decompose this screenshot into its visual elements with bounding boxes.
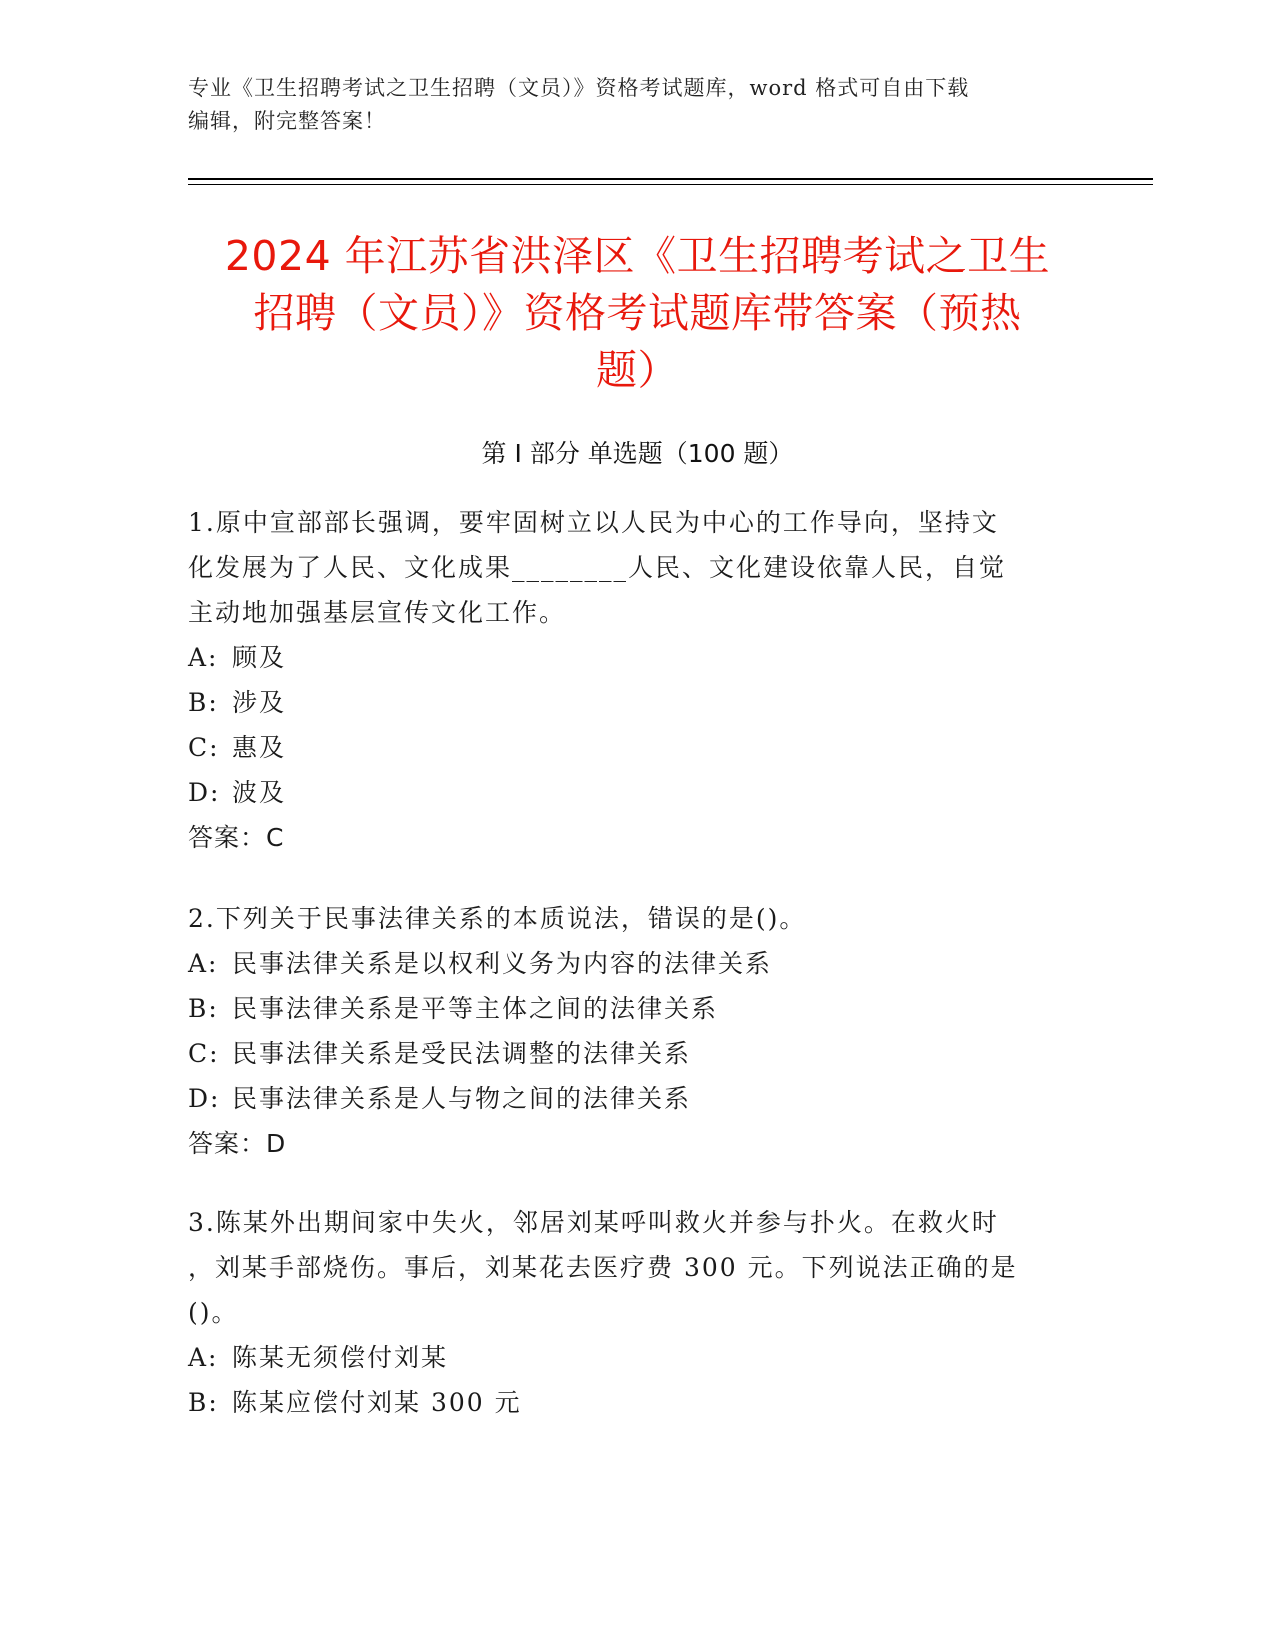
option-text: 陈某应偿付刘某 300 元 bbox=[232, 1388, 522, 1417]
option-text: 涉及 bbox=[232, 688, 287, 717]
option-letter: D: bbox=[188, 1084, 221, 1113]
option-a bbox=[188, 635, 1068, 680]
document-title bbox=[150, 228, 1125, 399]
option-b bbox=[188, 680, 1068, 725]
question-3 bbox=[188, 1200, 1068, 1425]
option-text: 民事法律关系是受民法调整的法律关系 bbox=[232, 1039, 692, 1068]
question-stem-line: 2.下列关于民事法律关系的本质说法，错误的是()。 bbox=[188, 904, 807, 933]
header-note-line-1: 专业《卫生招聘考试之卫生招聘（文员）》资格考试题库，word 格式可自由下载 bbox=[188, 76, 970, 100]
option-letter: A: bbox=[188, 1343, 219, 1372]
option-c bbox=[188, 725, 1068, 770]
header-divider-thick bbox=[188, 178, 1153, 180]
document-title-line-2: 招聘（文员）》资格考试题库带答案（预热 bbox=[253, 289, 1022, 337]
option-text: 顾及 bbox=[232, 643, 287, 672]
section-title: 第 I 部分 单选题（100 题） bbox=[481, 439, 794, 468]
option-text: 民事法律关系是平等主体之间的法律关系 bbox=[232, 994, 719, 1023]
option-text: 惠及 bbox=[232, 733, 287, 762]
option-letter: A: bbox=[188, 643, 219, 672]
header-divider-thin bbox=[188, 184, 1153, 185]
option-d bbox=[188, 1076, 1068, 1121]
option-b bbox=[188, 986, 1068, 1031]
question-1 bbox=[188, 500, 1068, 860]
option-d bbox=[188, 770, 1068, 815]
option-text: 陈某无须偿付刘某 bbox=[232, 1343, 449, 1372]
question-stem-line: 主动地加强基层宣传文化工作。 bbox=[188, 598, 567, 627]
document-title-line-1: 2024 年江苏省洪泽区《卫生招聘考试之卫生 bbox=[224, 232, 1051, 280]
question-2 bbox=[188, 896, 1068, 1166]
option-letter: C: bbox=[188, 1039, 220, 1068]
option-letter: B: bbox=[188, 994, 219, 1023]
question-stem-line: 3.陈某外出期间家中失火，邻居刘某呼叫救火并参与扑火。在救火时 bbox=[188, 1208, 999, 1237]
option-a bbox=[188, 1335, 1068, 1380]
option-letter: C: bbox=[188, 733, 220, 762]
option-b bbox=[188, 1380, 1068, 1425]
option-c bbox=[188, 1031, 1068, 1076]
header-note bbox=[188, 72, 1088, 138]
option-letter: B: bbox=[188, 1388, 219, 1417]
option-letter: A: bbox=[188, 949, 219, 978]
question-stem-line: 化发展为了人民、文化成果________人民、文化建设依靠人民，自觉 bbox=[188, 553, 1007, 582]
document-title-line-3: 题） bbox=[596, 346, 679, 394]
option-text: 民事法律关系是以权利义务为内容的法律关系 bbox=[232, 949, 773, 978]
option-letter: D: bbox=[188, 778, 221, 807]
answer: 答案：D bbox=[188, 1129, 287, 1158]
question-stem-line: ，刘某手部烧伤。事后，刘某花去医疗费 300 元。下列说法正确的是 bbox=[188, 1253, 1018, 1282]
question-stem-line: 1.原中宣部部长强调，要牢固树立以人民为中心的工作导向，坚持文 bbox=[188, 508, 999, 537]
answer: 答案：C bbox=[188, 823, 285, 852]
header-note-line-2: 编辑，附完整答案！ bbox=[188, 109, 386, 133]
option-text: 民事法律关系是人与物之间的法律关系 bbox=[232, 1084, 692, 1113]
option-letter: B: bbox=[188, 688, 219, 717]
question-stem-line: ()。 bbox=[188, 1298, 239, 1327]
option-text: 波及 bbox=[232, 778, 287, 807]
option-a bbox=[188, 941, 1068, 986]
